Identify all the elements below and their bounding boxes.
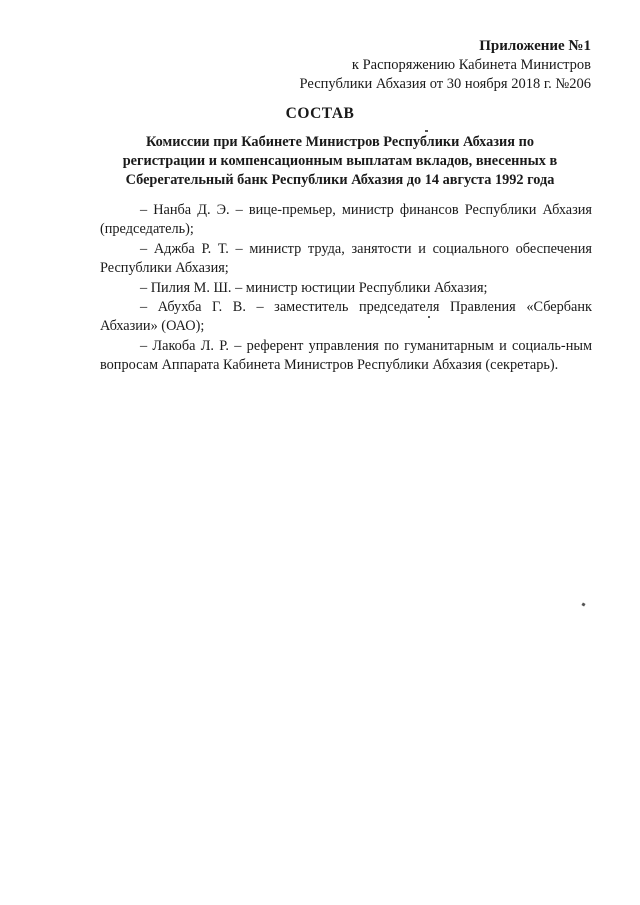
subtitle-line: Сберегательный банк Республики Абхазия до 14 августа 1992 года — [125, 172, 555, 188]
scan-speck — [428, 316, 430, 318]
order-reference-line: к Распоряжению Кабинета Министров — [351, 57, 591, 73]
subtitle-line: регистрации и компенсационным выплатам вкладов, внесенных в — [122, 153, 558, 169]
document-header — [191, 37, 591, 94]
member-item: – Аджба Р. Т. – министр труда, занятости и социального обеспечения Республики Абхазия; — [100, 240, 592, 277]
member-item: – Абухба Г. В. – заместитель председателя Правления «Сбербанк Абхазии» (ОАО); — [100, 299, 592, 335]
appendix-label: Приложение №1 — [479, 38, 591, 54]
scan-speck — [425, 130, 428, 132]
member-item: – Пилия М. Ш. – министр юстиции Республики Абхазия; — [140, 279, 488, 296]
order-date-line: Республики Абхазия от 30 ноября 2018 г. №206 — [299, 76, 591, 92]
scan-speck — [581, 602, 585, 606]
subtitle-line: Комиссии при Кабинете Министров Республики Абхазия по — [146, 134, 534, 150]
member-item: – Лакоба Л. Р. – референт управления по гуманитарным и социаль-ным вопросам Аппарата Кабинета Министров Республики Абхазия (секретарь). — [100, 337, 592, 374]
member-list — [100, 201, 592, 376]
document-title: СОСТАВ — [285, 105, 355, 122]
document-subtitle — [80, 133, 600, 190]
member-item: – Нанба Д. Э. – вице-премьер, министр финансов Республики Абхазия (председатель); — [100, 202, 592, 238]
